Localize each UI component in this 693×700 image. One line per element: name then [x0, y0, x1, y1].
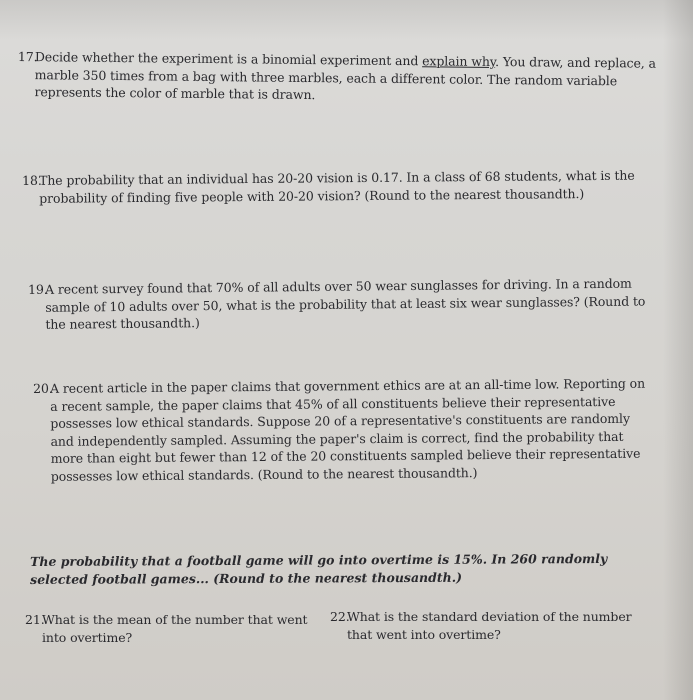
- question-18: [22, 166, 662, 207]
- question-22: [330, 608, 650, 643]
- question-19: [28, 274, 669, 333]
- question-20: [33, 375, 654, 485]
- question-number: 21.: [25, 612, 45, 627]
- question-17: [17, 48, 658, 107]
- paper-shadow-top: [0, 0, 693, 40]
- question-number: 22.: [330, 609, 350, 624]
- question-number: 17.: [17, 48, 38, 65]
- paper-shadow-right: [663, 0, 693, 700]
- question-21: [25, 611, 310, 646]
- question-number: 20.: [33, 380, 53, 396]
- question-number: 19.: [28, 281, 48, 297]
- question-text: The probability that an individual has 20-20 vision is 0.17. In a class of 68 students, what is the probability of finding five people with 20-20 vision? (Round to the nearest thousandth.): [39, 167, 635, 206]
- question-underlined-text: explain why: [422, 53, 496, 69]
- question-text: What is the standard deviation of the number that went into overtime?: [347, 609, 632, 642]
- question-number: 18.: [22, 172, 42, 188]
- question-text-continued: . You draw, and replace, a marble 350 times from a bag with three marbles, each a different color. The random variable represents the color of marble that is drawn.: [34, 53, 656, 103]
- question-text: A recent article in the paper claims that government ethics are at an all-time low. Reporting on a recent sample, the paper claims that 45% of all constituents believe their representative possesses low ethical standards. Suppose 20 of a representative's constituents are randomly and independently sampled. Assuming the paper's claim is correct, find the probability that more than eight but fewer than 12 of the 20 constituents sampled believe their representative possesses low ethical standards. (Round to the nearest thousandth.): [50, 375, 646, 484]
- football-intro: The probability that a football game will go into overtime is 15%. In 260 randomly selected football games... (Round to the nearest thousandth.): [30, 550, 608, 587]
- question-text: A recent survey found that 70% of all adults over 50 wear sunglasses for driving. In a random sample of 10 adults over 50, what is the probability that at least six wear sunglasses? (Round to the nearest thousandth.): [45, 275, 646, 332]
- question-text: Decide whether the experiment is a binomial experiment and: [34, 49, 423, 69]
- question-text: What is the mean of the number that went into overtime?: [42, 612, 308, 645]
